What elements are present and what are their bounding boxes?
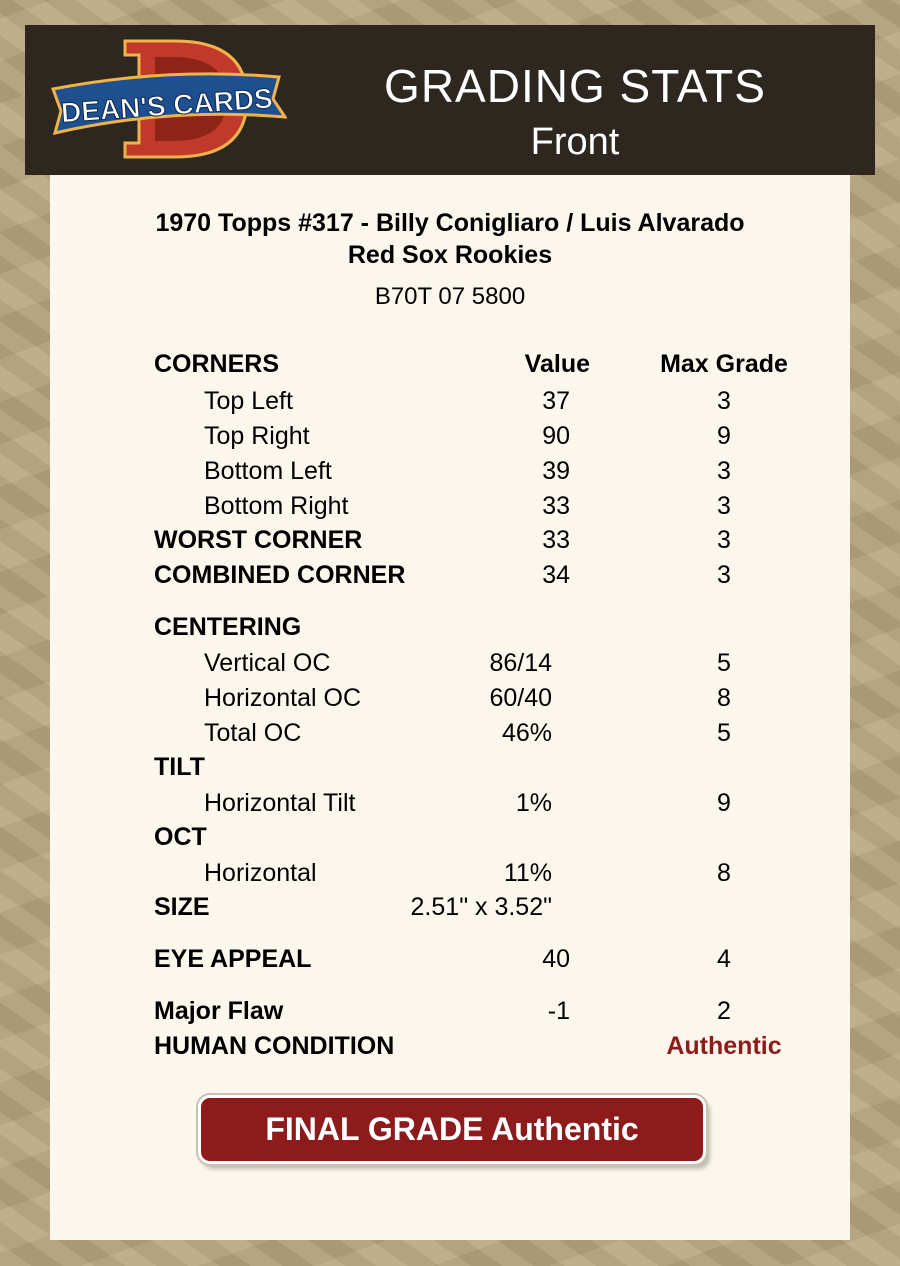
row-value: 40 bbox=[542, 945, 570, 973]
row-max-grade: 9 bbox=[717, 422, 731, 450]
table-row bbox=[50, 859, 850, 889]
row-value: -1 bbox=[547, 997, 570, 1025]
table-row bbox=[50, 561, 850, 591]
row-value: 46% bbox=[501, 719, 552, 747]
row-max-grade: 5 bbox=[717, 649, 731, 677]
row-value: 34 bbox=[542, 561, 570, 589]
row-label: Top Right bbox=[204, 422, 310, 450]
table-row bbox=[50, 422, 850, 452]
table-row bbox=[50, 387, 850, 417]
row-value: 60/40 bbox=[489, 684, 552, 712]
header-bar bbox=[25, 25, 875, 175]
row-value: 1% bbox=[515, 789, 552, 817]
max-grade-column-header: Max Grade bbox=[660, 350, 788, 378]
row-label: Horizontal Tilt bbox=[204, 789, 356, 817]
row-max-grade: 3 bbox=[717, 457, 731, 485]
table-row bbox=[50, 1032, 850, 1062]
row-label: Horizontal bbox=[204, 859, 317, 887]
tilt-heading-row bbox=[50, 753, 850, 783]
table-row bbox=[50, 457, 850, 487]
row-value: 39 bbox=[542, 457, 570, 485]
card-code: B70T 07 5800 bbox=[374, 283, 526, 310]
row-value: 86/14 bbox=[489, 649, 552, 677]
row-max-grade: 9 bbox=[717, 789, 731, 817]
centering-heading-row bbox=[50, 613, 850, 643]
row-value: 33 bbox=[542, 526, 570, 554]
row-label: SIZE bbox=[154, 893, 210, 921]
table-row bbox=[50, 649, 850, 679]
table-row bbox=[50, 997, 850, 1027]
table-header-row bbox=[50, 350, 850, 380]
table-row bbox=[50, 719, 850, 749]
row-max-grade: 4 bbox=[717, 945, 731, 973]
row-max-grade: 3 bbox=[717, 492, 731, 520]
row-label: Bottom Left bbox=[204, 457, 332, 485]
row-value: 33 bbox=[542, 492, 570, 520]
card-title-line2: Red Sox Rookies bbox=[347, 241, 553, 269]
table-row bbox=[50, 684, 850, 714]
table-row bbox=[50, 492, 850, 522]
table-row bbox=[50, 893, 850, 923]
row-label: HUMAN CONDITION bbox=[154, 1032, 395, 1060]
row-label: COMBINED CORNER bbox=[154, 561, 406, 589]
centering-heading: CENTERING bbox=[154, 613, 302, 641]
logo-text: DEAN'S CARDS bbox=[60, 82, 274, 129]
row-max-grade: 8 bbox=[717, 859, 731, 887]
card-title-line1: 1970 Topps #317 - Billy Conigliaro / Luis Alvarado bbox=[155, 209, 745, 237]
page-subtitle: Front bbox=[530, 121, 620, 163]
row-label: WORST CORNER bbox=[154, 526, 363, 554]
page-title: GRADING STATS bbox=[384, 60, 766, 112]
row-label: Horizontal OC bbox=[204, 684, 361, 712]
row-label: Top Left bbox=[204, 387, 293, 415]
table-row bbox=[50, 945, 850, 975]
row-value: 37 bbox=[542, 387, 570, 415]
row-max-grade: 3 bbox=[717, 526, 731, 554]
row-value: 2.51" x 3.52" bbox=[410, 893, 552, 921]
row-value: 90 bbox=[542, 422, 570, 450]
row-label: Bottom Right bbox=[204, 492, 349, 520]
row-max-grade: 5 bbox=[717, 719, 731, 747]
row-max-grade: 8 bbox=[717, 684, 731, 712]
tilt-heading: TILT bbox=[154, 753, 205, 781]
row-label: Major Flaw bbox=[154, 997, 284, 1025]
row-label: EYE APPEAL bbox=[154, 945, 312, 973]
oct-heading: OCT bbox=[154, 823, 207, 851]
table-row bbox=[50, 789, 850, 819]
oct-heading-row bbox=[50, 823, 850, 853]
final-grade-button[interactable]: FINAL GRADE Authentic bbox=[198, 1095, 706, 1164]
value-column-header: Value bbox=[524, 350, 590, 378]
human-condition-result: Authentic bbox=[666, 1032, 782, 1060]
row-max-grade: 3 bbox=[717, 561, 731, 589]
row-label: Total OC bbox=[204, 719, 302, 747]
corners-heading: CORNERS bbox=[154, 350, 280, 378]
table-row bbox=[50, 526, 850, 556]
row-max-grade: 2 bbox=[717, 997, 731, 1025]
row-value: 11% bbox=[503, 859, 552, 887]
row-max-grade: 3 bbox=[717, 387, 731, 415]
row-label: Vertical OC bbox=[204, 649, 331, 677]
deans-cards-logo bbox=[47, 37, 287, 162]
stats-panel bbox=[50, 175, 850, 1240]
